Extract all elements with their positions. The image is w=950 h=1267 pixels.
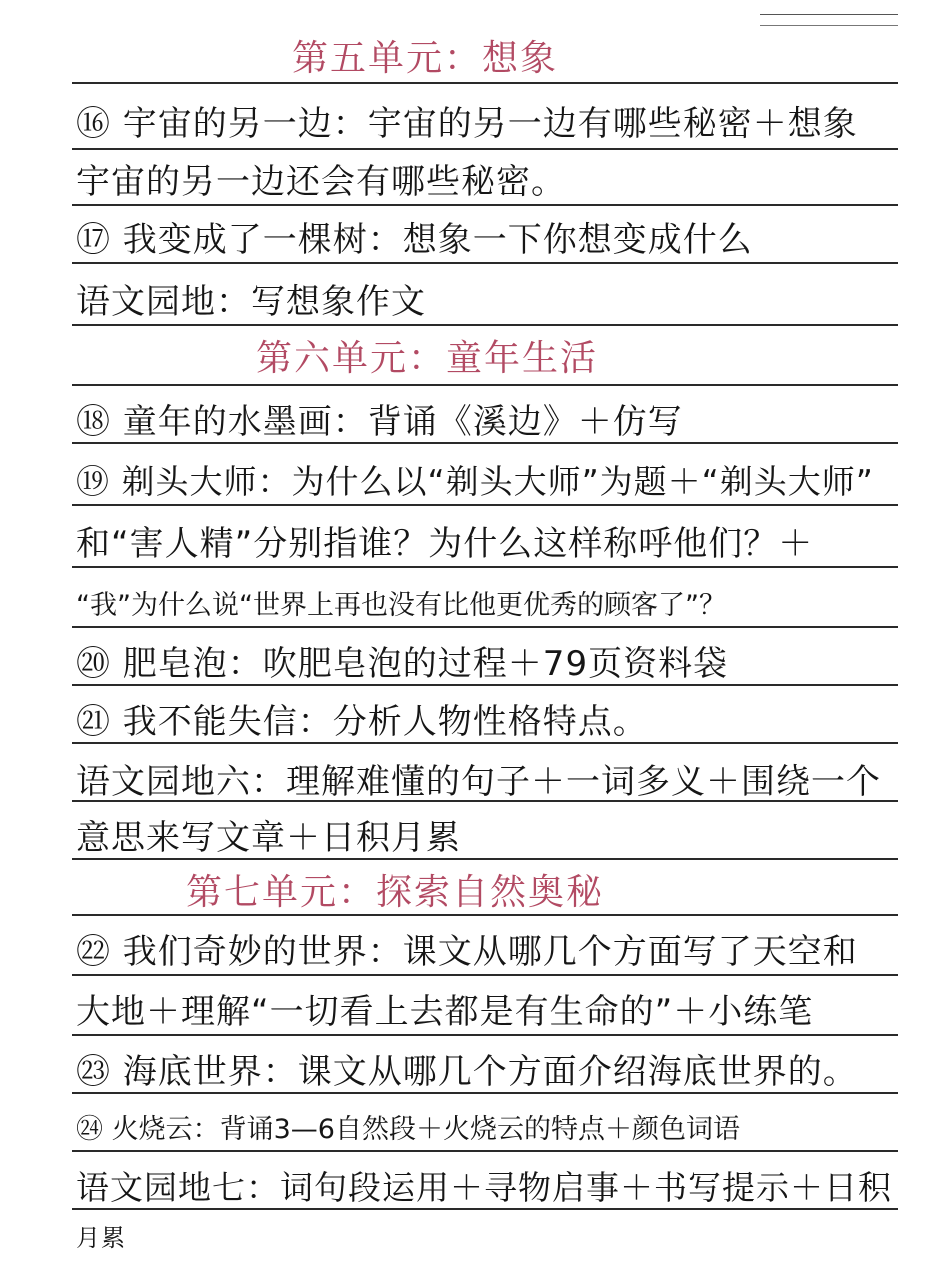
unit7-line-6: 月累: [76, 1224, 126, 1252]
unit6-line-8: 意思来写文章＋日积月累: [76, 818, 461, 858]
ruled-line: [72, 1034, 898, 1036]
corner-mark: [760, 14, 898, 26]
unit7-heading: 第七单元：探索自然奥秘: [186, 872, 605, 913]
unit7-line-4: ㉔ 火烧云：背诵3—6自然段＋火烧云的特点＋颜色词语: [76, 1114, 740, 1145]
unit6-line-4: “我”为什么说“世界上再也没有比他更优秀的顾客了”？: [76, 590, 726, 621]
unit6-line-5: ⑳ 肥皂泡：吹肥皂泡的过程＋79页资料袋: [76, 644, 729, 684]
ruled-line: [72, 384, 898, 386]
ruled-line: [72, 148, 898, 150]
unit7-line-2: 大地＋理解“一切看上去都是有生命的”＋小练笔: [76, 992, 814, 1032]
unit6-line-7: 语文园地六：理解难懂的句子＋一词多义＋围绕一个: [76, 762, 881, 802]
unit6-line-1: ⑱ 童年的水墨画：背诵《溪边》＋仿写: [76, 402, 683, 442]
ruled-line: [72, 82, 898, 84]
unit7-line-1: ㉒ 我们奇妙的世界：课文从哪几个方面写了天空和: [76, 932, 858, 972]
ruled-line: [72, 324, 898, 326]
unit5-line-2: 宇宙的另一边还会有哪些秘密。: [76, 162, 566, 202]
ruled-line: [72, 974, 898, 976]
ruled-line: [72, 504, 898, 506]
unit6-line-3: 和“害人精”分别指谁？为什么这样称呼他们？＋: [76, 524, 814, 564]
ruled-line: [72, 204, 898, 206]
unit7-line-5: 语文园地七：词句段运用＋寻物启事＋书写提示＋日积: [76, 1168, 892, 1207]
unit6-line-6: ㉑ 我不能失信：分析人物性格特点。: [76, 702, 648, 742]
unit5-heading: 第五单元：想象: [292, 38, 559, 79]
ruled-line: [72, 566, 898, 568]
ruled-line: [72, 262, 898, 264]
unit6-line-2: ⑲ 剃头大师：为什么以“剃头大师”为题＋“剃头大师”: [76, 462, 874, 501]
unit7-line-3: ㉓ 海底世界：课文从哪几个方面介绍海底世界的。: [76, 1052, 858, 1092]
unit5-line-3: ⑰ 我变成了一棵树：想象一下你想变成什么: [76, 220, 753, 260]
unit5-line-4: 语文园地：写想象作文: [76, 282, 426, 322]
unit5-line-1: ⑯ 宇宙的另一边：宇宙的另一边有哪些秘密＋想象: [76, 104, 858, 144]
unit6-heading: 第六单元：童年生活: [256, 338, 599, 379]
